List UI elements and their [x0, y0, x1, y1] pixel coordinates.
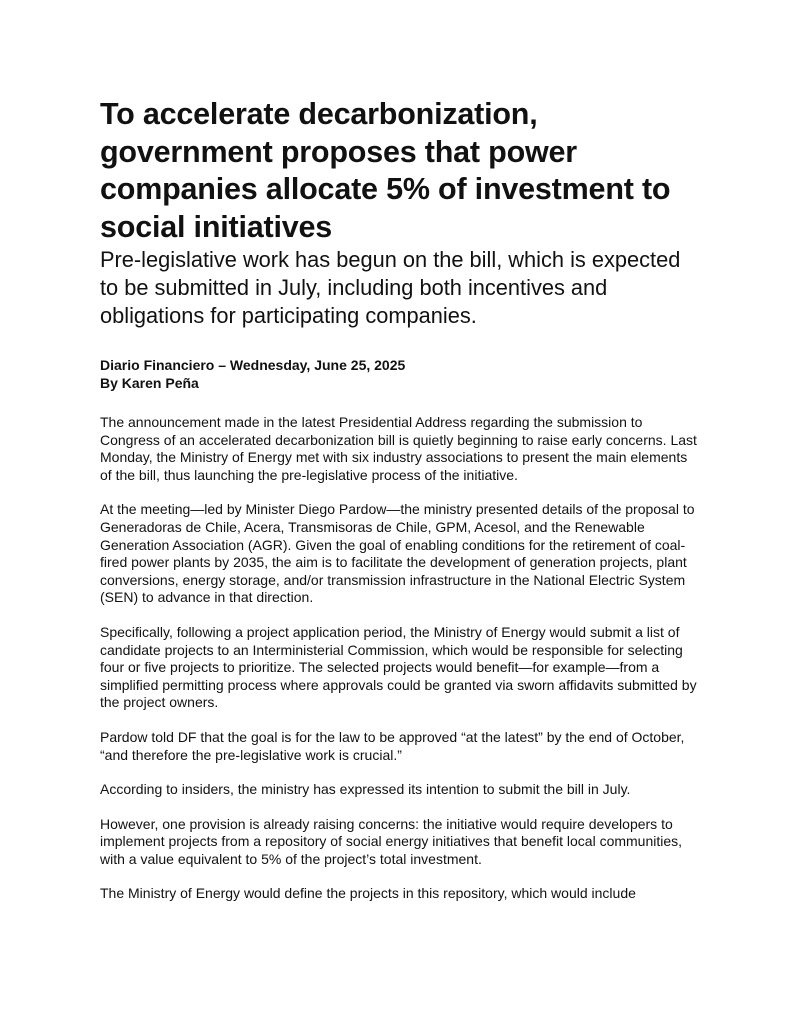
body-paragraph: However, one provision is already raising concerns: the initiative would require developers to implement projects from a repository of social energy initiatives that benefit local communities, with a value equivalent to 5% of the project’s total investment.: [100, 815, 683, 867]
article: [100, 96, 700, 920]
byline-block: [100, 356, 700, 392]
article-headline: To accelerate decarbonization, government proposes that power companies allocate 5% of investment to social initiatives: [100, 97, 671, 244]
body-paragraph: Specifically, following a project application period, the Ministry of Energy would submit a list of candidate projects to an Interministerial Commission, which would be responsible for selecting four or five projects to prioritize. The selected projects would benefit—for example—from a simplified permitting process where approvals could be granted via sworn affidavits submitted by the project owners.: [100, 623, 697, 711]
source-date-line: Diario Financiero – Wednesday, June 25, 2025: [100, 357, 406, 373]
body-paragraph: Pardow told DF that the goal is for the law to be approved “at the latest” by the end of October, “and therefore the pre-legislative work is crucial.”: [100, 728, 685, 763]
article-subheadline: Pre-legislative work has begun on the bill, which is expected to be submitted in July, including both incentives and obligations for participating companies.: [100, 247, 681, 328]
body-paragraph: At the meeting—led by Minister Diego Pardow—the ministry presented details of the proposal to Generadoras de Chile, Acera, Transmisoras de Chile, GPM, Acesol, and the Renewable Generation Association (AGR). Given the goal of enabling conditions for the retirement of coal-fired power plants by 2035, the aim is to facilitate the development of generation projects, plant conversions, energy storage, and/or transmission infrastructure in the National Electric System (SEN) to advance in that direction.: [100, 501, 695, 606]
author-line: By Karen Peña: [100, 375, 199, 391]
body-paragraph: The announcement made in the latest Presidential Address regarding the submission to Congress of an accelerated decarbonization bill is quietly beginning to raise early concerns. Last Monday, the Ministry of Energy met with six industry associations to present the main elements of the bill, thus launching the pre-legislative process of the initiative.: [100, 414, 697, 483]
body-paragraph: The Ministry of Energy would define the projects in this repository, which would include: [100, 885, 636, 902]
article-body: [100, 414, 700, 903]
body-paragraph: According to insiders, the ministry has expressed its intention to submit the bill in July.: [100, 781, 631, 798]
